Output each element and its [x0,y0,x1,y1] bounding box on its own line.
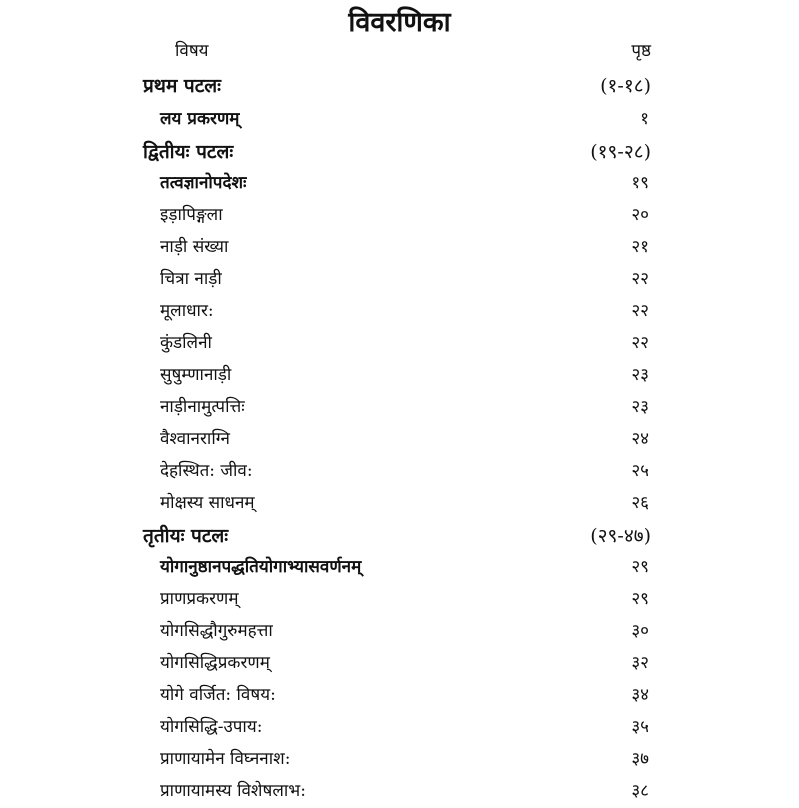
toc-section-row [0,170,799,200]
toc-page-number: २२ [631,269,649,289]
toc-entry-label: योगसिद्धौगुरुमहत्ता [160,621,273,641]
toc-page-number: २४ [631,429,649,449]
toc-section-row [0,106,799,136]
toc-item-row [0,618,799,648]
toc-item-row [0,490,799,520]
toc-page-number: २६ [631,493,649,513]
toc-page-number: (१-१८) [600,75,651,97]
toc-item-row [0,682,799,712]
toc-entry-label: योगे वर्जित: विषय: [160,685,276,705]
toc-entry-label: तत्वज्ञानोपदेशः [160,173,247,193]
toc-page-number: २३ [631,397,649,417]
toc-item-row [0,394,799,424]
toc-page-number: २२ [631,333,649,353]
toc-item-row [0,746,799,776]
toc-page-number: (१९-२८) [590,141,651,163]
toc-item-row [0,714,799,744]
toc-entry-label: योगानुष्ठानपद्धतियोगाभ्यासवर्णनम् [160,557,362,577]
toc-item-row [0,362,799,392]
toc-page-number: ३७ [631,749,649,769]
toc-section-row [0,554,799,584]
toc-page-number: २९ [631,589,649,609]
toc-page-number: ३२ [631,653,649,673]
toc-entry-label: कुंडलिनी [160,333,212,353]
toc-item-row [0,266,799,296]
toc-page-number: २३ [631,365,649,385]
toc-entry-label: वैश्वानराग्नि [160,429,230,449]
toc-page-number: ३० [631,621,649,641]
toc-chapter-row [0,138,799,168]
toc-entry-label: देहस्थित: जीव: [160,461,253,481]
toc-entry-label: नाड़ी संख्या [160,237,229,257]
toc-item-row [0,298,799,328]
toc-item-row [0,426,799,456]
toc-page-number: २९ [631,557,649,577]
toc-entry-label: चित्रा नाड़ी [160,269,222,289]
subject-column-header: विषय [175,41,209,61]
toc-item-row [0,778,799,808]
toc-entry-label: द्वितीयः पटलः [143,141,234,163]
toc-entry-label: मोक्षस्य साधनम् [160,493,255,513]
toc-page-number: १ [640,109,649,129]
toc-entry-label: प्राणायामस्य विशेषलाभ: [160,781,306,801]
toc-page-number: २२ [631,301,649,321]
page-column-header: पृष्ठ [631,41,651,61]
toc-entry-label: नाड़ीनामुत्पत्तिः [160,397,245,417]
page-title: विवरणिका [348,7,451,38]
toc-chapter-row [0,522,799,552]
toc-entry-label: प्राणायामेन विघ्ननाश: [160,749,291,769]
toc-entry-label: मूलाधार: [160,301,214,321]
toc-page-number: २५ [631,461,649,481]
toc-entry-label: प्रथम पटलः [143,75,222,97]
toc-entry-label: योगसिद्धिप्रकरणम् [160,653,270,673]
toc-page-number: २० [631,205,649,225]
toc-entry-label: योगसिद्धि-उपाय: [160,717,263,737]
toc-item-row [0,330,799,360]
toc-page-number: ३४ [631,685,649,705]
toc-entry-label: तृतीयः पटलः [143,525,229,547]
toc-page-number: ३८ [631,781,649,801]
toc-item-row [0,586,799,616]
toc-item-row [0,202,799,232]
toc-entry-label: प्राणप्रकरणम् [160,589,239,609]
toc-entry-label: इड़ापिङ्गला [160,205,223,225]
toc-item-row [0,234,799,264]
toc-entry-label: सुषुम्णानाड़ी [160,365,232,385]
toc-chapter-row [0,72,799,102]
toc-item-row [0,458,799,488]
toc-page-number: २१ [631,237,649,257]
toc-page-number: ३५ [631,717,649,737]
toc-entry-label: लय प्रकरणम् [160,109,240,129]
toc-page-number: (२९-४७) [590,525,651,547]
toc-item-row [0,650,799,680]
toc-page-number: १९ [631,173,649,193]
